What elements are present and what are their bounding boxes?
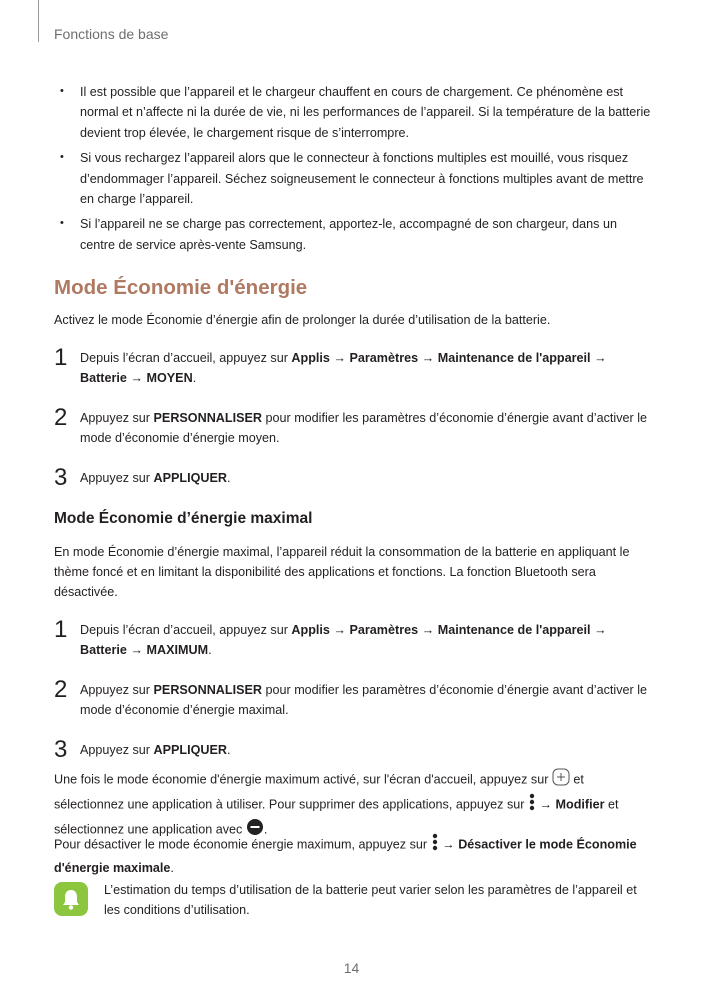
bullet-item: • Si vous rechargez l’appareil alors que le connecteur à fonctions multiples est mouillé, vous risquez d’endommager l’appareil. Séchez soigneusement le connecteur à fonctions multiples avant de mettre en charge l’appareil. xyxy=(54,148,654,209)
header-rule xyxy=(38,0,39,42)
add-icon xyxy=(552,768,570,792)
bullet-dot: • xyxy=(60,85,64,97)
step-text: Appuyez sur PERSONNALISER pour modifier les paramètres d’économie d’énergie avant d’activer le mode d’économie d’énergie moyen. xyxy=(80,411,647,445)
page-header: Fonctions de base xyxy=(54,26,169,42)
more-options-icon xyxy=(431,832,439,858)
section1-intro: Activez le mode Économie d’énergie afin de prolonger la durée d’utilisation de la batterie. xyxy=(54,313,551,327)
step-number: 1 xyxy=(54,344,68,371)
bullet-item: • Si l’appareil ne se charge pas correctement, apportez-le, accompagné de son chargeur, dans un centre de service après-vente Samsung. xyxy=(54,214,654,255)
step-text: Appuyez sur APPLIQUER. xyxy=(80,471,231,485)
bell-icon xyxy=(54,882,88,916)
deactivate-paragraph: Pour désactiver le mode économie énergie maximum, appuyez sur → Désactiver le mode Économie d'énergie maximale. xyxy=(54,832,654,878)
max-mode-paragraph: Une fois le mode économie d'énergie maximum activé, sur l'écran d'accueil, appuyez sur et sélectionnez une application à utiliser. Pour supprimer des applications, appuyez sur → Modifier et sélectionnez une application avec . xyxy=(54,768,654,842)
step-number: 3 xyxy=(54,464,68,491)
step-number: 2 xyxy=(54,676,68,703)
bullet-list xyxy=(54,82,654,260)
step-text: Depuis l’écran d’accueil, appuyez sur Applis → Paramètres → Maintenance de l'appareil → Batterie → MAXIMUM. xyxy=(80,623,607,657)
note-text: L’estimation du temps d’utilisation de la batterie peut varier selon les paramètres de l’appareil et les conditions d’utilisation. xyxy=(104,883,637,917)
section-title-energy-saving: Mode Économie d'énergie xyxy=(54,276,308,299)
bullet-dot: • xyxy=(60,217,64,230)
step-number: 2 xyxy=(54,404,68,431)
bullet-dot: • xyxy=(60,151,64,164)
page-number: 14 xyxy=(343,960,360,976)
section-title-max-energy-saving: Mode Économie d’énergie maximal xyxy=(54,510,313,527)
step-text: Appuyez sur PERSONNALISER pour modifier les paramètres d’économie d’énergie avant d’activer le mode d’économie d’énergie maximal. xyxy=(80,683,647,717)
section2-intro: En mode Économie d’énergie maximal, l’appareil réduit la consommation de la batterie en appliquant le thème foncé et en limitant la disponibilité des applications et fonctions. La fonction Bluetooth sera désactivée. xyxy=(54,545,630,599)
step-number: 1 xyxy=(54,616,68,643)
step-text: Appuyez sur APPLIQUER. xyxy=(80,743,231,757)
step-text: Depuis l’écran d’accueil, appuyez sur Applis → Paramètres → Maintenance de l'appareil → Batterie → MOYEN. xyxy=(80,351,607,385)
bullet-item: • Il est possible que l’appareil et le chargeur chauffent en cours de chargement. Ce phénomène est normal et n’affecte ni la durée de vie, ni les performances de l’appareil. Si la température de la batterie devient trop élevée, le chargement risque de s’interrompre. xyxy=(54,82,654,143)
more-options-icon xyxy=(528,792,536,818)
step-number: 3 xyxy=(54,736,68,763)
